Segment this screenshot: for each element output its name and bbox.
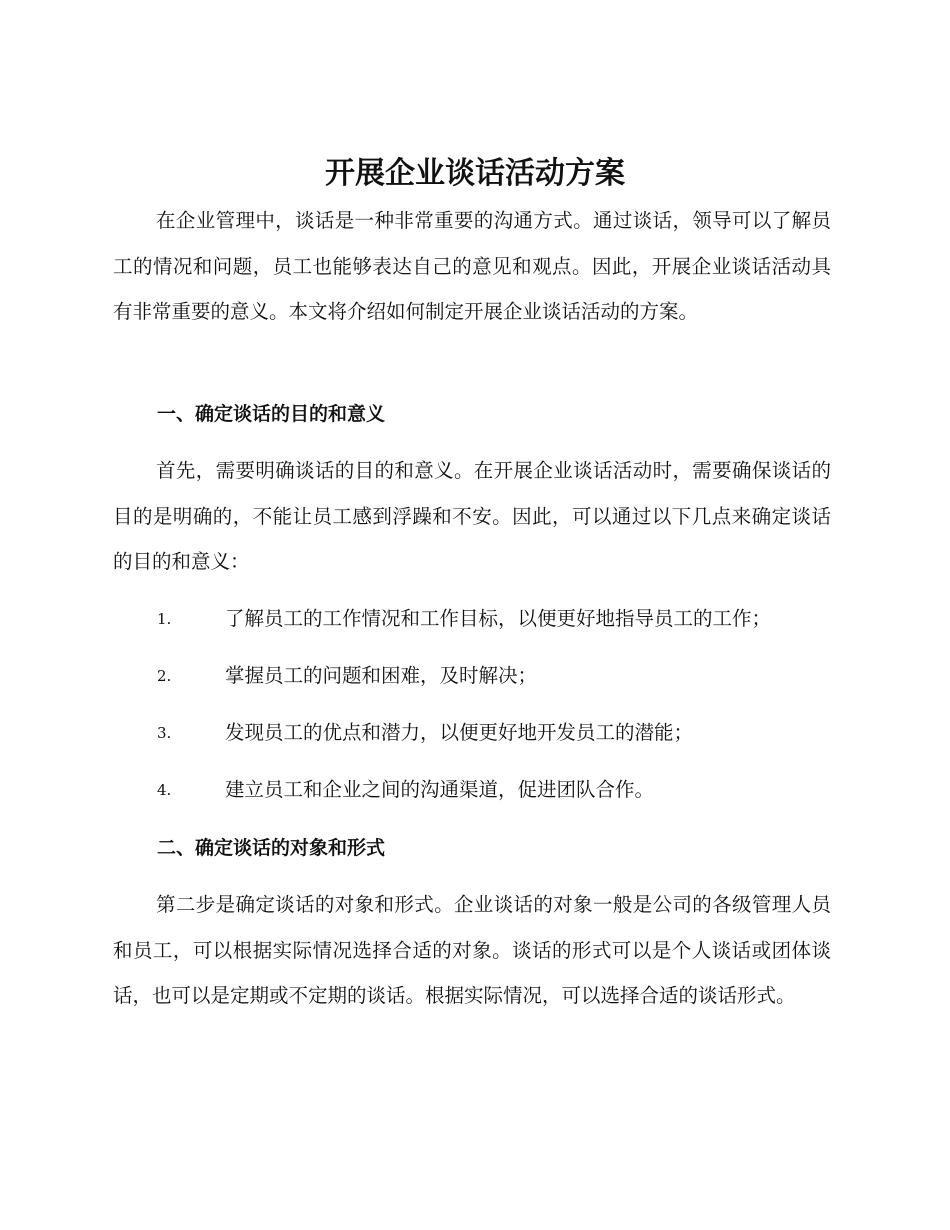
list-item-text: 建立员工和企业之间的沟通渠道，促进团队合作。 (225, 778, 655, 801)
list-item-text: 发现员工的优点和潜力，以便更好地开发员工的潜能； (225, 721, 694, 744)
list-item-text: 掌握员工的问题和困难，及时解决； (225, 664, 538, 687)
list-item-number: 2. (157, 667, 172, 685)
list-item (157, 603, 837, 635)
list-item (157, 660, 837, 692)
list-item-text: 了解员工的工作情况和工作目标，以便更好地指导员工的工作； (225, 607, 772, 630)
list-item (157, 717, 837, 749)
intro-paragraph: 在企业管理中，谈话是一种非常重要的沟通方式。通过谈话，领导可以了解员工的情况和问题，员工也能够表达自己的意见和观点。因此，开展企业谈话活动具有非常重要的意义。本文将介绍如何制定开展企业谈话活动的方案。 (113, 209, 831, 323)
section-1-heading: 一、确定谈话的目的和意义 (157, 403, 386, 425)
list-item-number: 4. (157, 781, 172, 799)
section-2-heading: 二、确定谈话的对象和形式 (157, 837, 386, 859)
document-title: 开展企业谈话活动方案 (325, 156, 625, 191)
list-item (157, 774, 837, 806)
section-2-paragraph: 第二步是确定谈话的对象和形式。企业谈话的对象一般是公司的各级管理人员和员工，可以根据实际情况选择合适的对象。谈话的形式可以是个人谈话或团体谈话，也可以是定期或不定期的谈话。根据实际情况，可以选择合适的谈话形式。 (113, 893, 831, 1007)
section-1-paragraph: 首先，需要明确谈话的目的和意义。在开展企业谈话活动时，需要确保谈话的目的是明确的，不能让员工感到浮躁和不安。因此，可以通过以下几点来确定谈话的目的和意义： (113, 459, 831, 573)
list-item-number: 3. (157, 724, 172, 742)
list-item-number: 1. (157, 610, 172, 628)
